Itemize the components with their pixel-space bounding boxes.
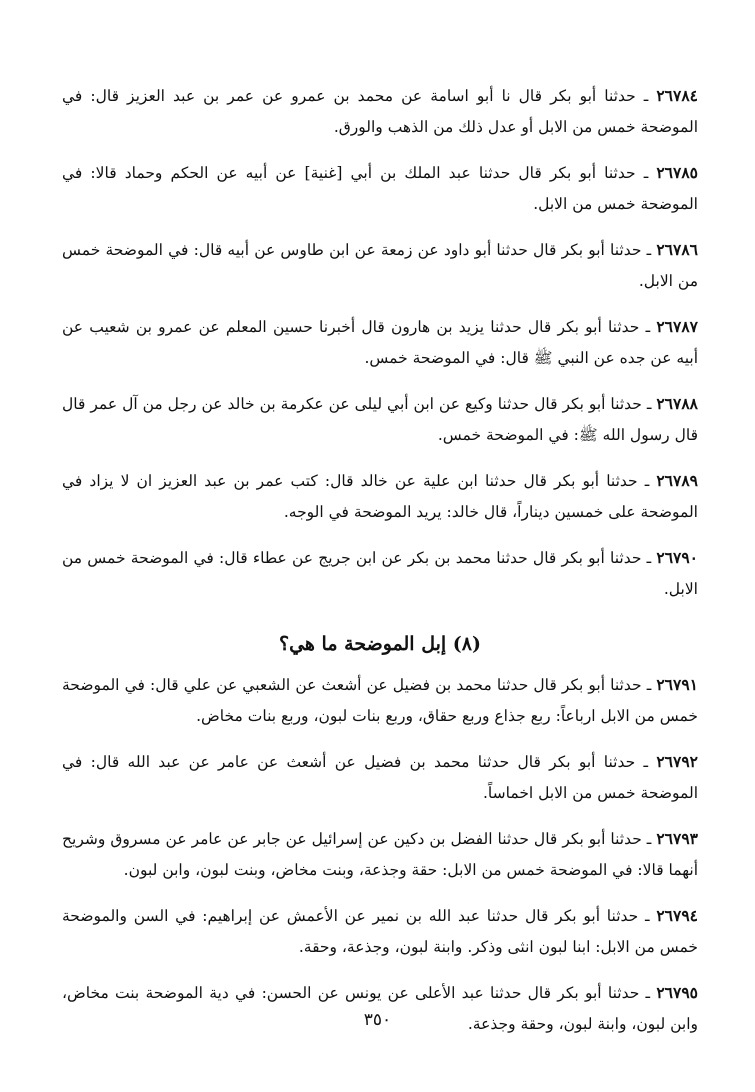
hadith-text: حدثنا أبو بكر قال حدثنا عبد الأعلى عن يونس عن الحسن: في دية الموضحة بنت مخاض، وابن لبون، وابنة لبون، وحقة وجذعة. xyxy=(62,984,698,1033)
hadith-text: حدثنا أبو بكر قال حدثنا محمد بن بكر عن ابن جريج عن عطاء قال: في الموضحة خمس من الابل. xyxy=(62,549,698,598)
hadith-number: ٢٦٧٨٤ xyxy=(656,86,698,105)
hadith-entry: ٢٦٧٩١ ـ حدثنا أبو بكر قال حدثنا محمد بن فضيل عن أشعث عن الشعبي عن علي قال: في الموضحة خمس من الابل ارباعاً: ربع جذاع وربع حقاق، وربع بنات لبون، وربع بنات مخاض. xyxy=(62,675,698,725)
hadith-entry: ٢٦٧٨٥ ـ حدثنا أبو بكر قال حدثنا عبد الملك بن أبي [غنية] عن أبيه عن الحكم وحماد قالا: في الموضحة خمس من الابل. xyxy=(62,163,698,213)
hadith-text: حدثنا أبو بكر قال حدثنا عبد الله بن نمير عن الأعمش عن إبراهيم: في السن والموضحة خمس من الابل: ابنا لبون انثى وذكر. وابنة لبون، وجذعة، وحقة. xyxy=(62,907,698,956)
hadith-number: ٢٦٧٨٨ xyxy=(656,394,698,413)
hadith-entry: ٢٦٧٩٤ ـ حدثنا أبو بكر قال حدثنا عبد الله بن نمير عن الأعمش عن إبراهيم: في السن والموضحة خمس من الابل: ابنا لبون انثى وذكر. وابنة لبون، وجذعة، وحقة. xyxy=(62,906,698,956)
hadith-text: حدثنا أبو بكر قال حدثنا محمد بن فضيل عن أشعث عن عامر عن عبد الله قال: في الموضحة خمس من الابل اخماساً. xyxy=(62,753,698,802)
hadith-entry: ٢٦٧٨٩ ـ حدثنا أبو بكر قال حدثنا ابن علية عن خالد قال: كتب عمر بن عبد العزيز ان لا يزاد في الموضحة على خمسين ديناراً، قال خالد: يريد الموضحة في الوجه. xyxy=(62,471,698,521)
page-number: ٣٥٠ xyxy=(363,1010,392,1030)
hadith-entry: ٢٦٧٨٤ ـ حدثنا أبو بكر قال نا أبو اسامة عن محمد بن عمرو عن عمر بن عبد العزيز قال: في الموضحة خمس من الابل أو عدل ذلك من الذهب والورق. xyxy=(62,86,698,136)
hadith-entry: ٢٦٧٨٧ ـ حدثنا أبو بكر قال حدثنا يزيد بن هارون قال أخبرنا حسين المعلم عن عمرو بن شعيب عن أبيه عن جده عن النبي ﷺ قال: في الموضحة خمس. xyxy=(62,317,698,367)
hadith-number: ٢٦٧٩٥ xyxy=(656,983,698,1002)
hadith-entry: ٢٦٧٩٠ ـ حدثنا أبو بكر قال حدثنا محمد بن بكر عن ابن جريج عن عطاء قال: في الموضحة خمس من الابل. xyxy=(62,548,699,598)
hadith-text: حدثنا أبو بكر قال حدثنا عبد الملك بن أبي [غنية] عن أبيه عن الحكم وحماد قالا: في الموضحة خمس من الابل. xyxy=(62,164,698,213)
hadith-number: ٢٦٧٨٧ xyxy=(656,317,698,336)
hadith-number: ٢٦٧٨٦ xyxy=(656,240,698,259)
hadith-number: ٢٦٧٨٥ xyxy=(656,163,698,182)
hadith-number: ٢٦٧٩١ xyxy=(656,675,698,694)
hadith-text: حدثنا أبو بكر قال حدثنا الفضل بن دكين عن إسرائيل عن جابر عن عامر عن مسروق وشريح أنهما قالا: في الموضحة خمس من الابل: حقة وجذعة، وبنت مخاض، وبنت لبون، وابن لبون. xyxy=(62,830,698,879)
hadith-entry: ٢٦٧٩٣ ـ حدثنا أبو بكر قال حدثنا الفضل بن دكين عن إسرائيل عن جابر عن عامر عن مسروق وشريح أنهما قالا: في الموضحة خمس من الابل: حقة وجذعة، وبنت مخاض، وبنت لبون، وابن لبون. xyxy=(62,829,698,879)
hadith-text: حدثنا أبو بكر قال نا أبو اسامة عن محمد بن عمرو عن عمر بن عبد العزيز قال: في الموضحة خمس من الابل أو عدل ذلك من الذهب والورق. xyxy=(62,87,698,136)
hadith-entry: ٢٦٧٨٦ ـ حدثنا أبو بكر قال حدثنا أبو داود عن زمعة عن ابن طاوس عن أبيه قال: في الموضحة خمس من الابل. xyxy=(62,240,698,290)
document-page xyxy=(62,80,698,1054)
hadith-number: ٢٦٧٩٠ xyxy=(656,548,699,567)
hadith-text: حدثنا أبو بكر قال حدثنا وكيع عن ابن أبي ليلى عن عكرمة بن خالد عن رجل من آل عمر قال قال رسول الله ﷺ: في الموضحة خمس. xyxy=(62,395,698,444)
hadith-text: حدثنا أبو بكر قال حدثنا أبو داود عن زمعة عن ابن طاوس عن أبيه قال: في الموضحة خمس من الابل. xyxy=(62,241,698,290)
hadith-list-part1 xyxy=(62,80,698,605)
hadith-list-part2 xyxy=(62,669,698,1040)
hadith-text: حدثنا أبو بكر قال حدثنا يزيد بن هارون قال أخبرنا حسين المعلم عن عمرو بن شعيب عن أبيه عن جده عن النبي ﷺ قال: في الموضحة خمس. xyxy=(62,318,698,367)
hadith-number: ٢٦٧٨٩ xyxy=(656,471,698,490)
hadith-number: ٢٦٧٩٢ xyxy=(656,752,698,771)
hadith-text: حدثنا أبو بكر قال حدثنا محمد بن فضيل عن أشعث عن الشعبي عن علي قال: في الموضحة خمس من الابل ارباعاً: ربع جذاع وربع حقاق، وربع بنات لبون، وربع بنات مخاض. xyxy=(62,676,698,725)
hadith-number: ٢٦٧٩٤ xyxy=(656,906,698,925)
hadith-text: حدثنا أبو بكر قال حدثنا ابن علية عن خالد قال: كتب عمر بن عبد العزيز ان لا يزاد في الموضحة على خمسين ديناراً، قال خالد: يريد الموضحة في الوجه. xyxy=(62,472,698,521)
hadith-entry: ٢٦٧٩٥ ـ حدثنا أبو بكر قال حدثنا عبد الأعلى عن يونس عن الحسن: في دية الموضحة بنت مخاض، وابن لبون، وابنة لبون، وحقة وجذعة. xyxy=(62,983,698,1033)
hadith-entry: ٢٦٧٩٢ ـ حدثنا أبو بكر قال حدثنا محمد بن فضيل عن أشعث عن عامر عن عبد الله قال: في الموضحة خمس من الابل اخماساً. xyxy=(62,752,698,802)
section-title: (٨) إبل الموضحة ما هي؟ xyxy=(279,633,481,655)
hadith-entry: ٢٦٧٨٨ ـ حدثنا أبو بكر قال حدثنا وكيع عن ابن أبي ليلى عن عكرمة بن خالد عن رجل من آل عمر قال قال رسول الله ﷺ: في الموضحة خمس. xyxy=(62,394,698,444)
hadith-number: ٢٦٧٩٣ xyxy=(656,829,698,848)
